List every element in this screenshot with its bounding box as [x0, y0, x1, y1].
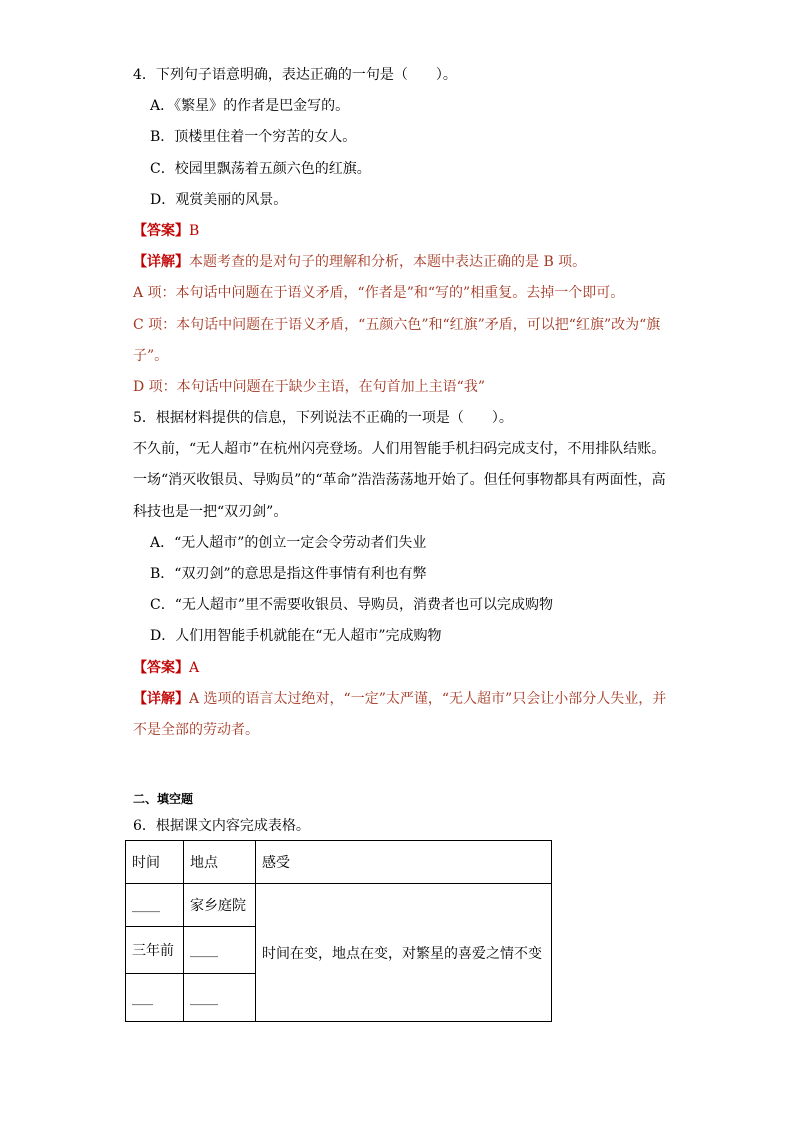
- cell-time: ___: [126, 974, 184, 1022]
- q5-stem: 5．根据材料提供的信息，下列说法不正确的一项是（ ）。: [133, 410, 513, 427]
- cell-place: ____: [184, 974, 256, 1022]
- q6-stem: 6．根据课文内容完成表格。: [133, 818, 310, 834]
- section-title: 二、填空题: [133, 792, 194, 806]
- cell-place: ____: [184, 927, 256, 974]
- q4-answer: [133, 216, 693, 247]
- q4-stem: 4．下列句子语意明确，表达正确的一句是（ ）。: [133, 67, 457, 83]
- header-feeling: 感受: [256, 841, 552, 884]
- q5-material-line: 科技也是一把“双刃剑”。: [133, 503, 288, 520]
- q5-detail-cont: 不是全部的劳动者。: [133, 721, 259, 738]
- q5-option-a: A．“无人超市”的创立一定会令劳动者们失业: [150, 534, 427, 551]
- cell-place: 家乡庭院: [184, 884, 256, 927]
- detail-label: 【详解】: [133, 254, 189, 271]
- choice-questions: [133, 60, 693, 746]
- q4-option-d: D．观赏美丽的风景。: [150, 191, 288, 208]
- detail-text: 本题考查的是对句子的理解和分析，本题中表达正确的是 B 项。: [189, 254, 587, 271]
- answer-value: B: [189, 222, 200, 239]
- table-header-row: [126, 841, 552, 884]
- cell-time: ____: [126, 884, 184, 927]
- cell-feeling: 时间在变，地点在变，对繁星的喜爱之情不变: [256, 884, 552, 1022]
- fill-in-table: [125, 840, 552, 1022]
- answer-label: 【答案】: [133, 659, 189, 676]
- q4-explanation-c: C 项：本句话中问题在于语义矛盾，“五颜六色”和“红旗”矛盾，可以把“红旗”改为“旗: [133, 316, 661, 333]
- header-time: 时间: [126, 841, 184, 884]
- q5-detail: [133, 684, 693, 715]
- q4-explanation-c-cont: 子”。: [133, 347, 169, 364]
- cell-time: 三年前: [126, 927, 184, 974]
- q5-material-line: 一场“消灭收银员、导购员”的“革命”浩浩荡荡地开始了。但任何事物都具有两面性，高: [133, 472, 666, 489]
- table-row: [126, 884, 552, 927]
- q5-option-b: B．“双刃剑”的意思是指这件事情有利也有弊: [150, 566, 427, 582]
- q4-explanation-a: A 项：本句话中问题在于语义矛盾，“作者是”和“写的”相重复。去掉一个即可。: [133, 285, 625, 302]
- header-place: 地点: [184, 841, 256, 884]
- detail-text: A 选项的语言太过绝对，“一定”太严谨，“无人超市”只会让小部分人失业，并: [189, 690, 667, 707]
- q4-option-b: B．顶楼里住着一个穷苦的女人。: [150, 129, 357, 146]
- answer-label: 【答案】: [133, 222, 189, 239]
- q5-option-d: D．人们用智能手机就能在“无人超市”完成购物: [150, 628, 442, 645]
- answer-value: A: [189, 659, 200, 676]
- q4-detail: [133, 247, 693, 278]
- q4-option-c: C．校园里飘荡着五颜六色的红旗。: [150, 160, 371, 177]
- q4-option-a: A．《繁星》的作者是巴金写的。: [150, 98, 350, 115]
- q5-answer: [133, 653, 693, 684]
- detail-label: 【详解】: [133, 690, 189, 707]
- q5-option-c: C．“无人超市”里不需要收银员、导购员，消费者也可以完成购物: [150, 597, 554, 614]
- q4-explanation-d: D 项：本句话中问题在于缺少主语，在句首加上主语“我”: [133, 378, 485, 395]
- q5-material-line: 不久前，“无人超市”在杭州闪亮登场。人们用智能手机扫码完成支付，不用排队结账。: [133, 441, 666, 458]
